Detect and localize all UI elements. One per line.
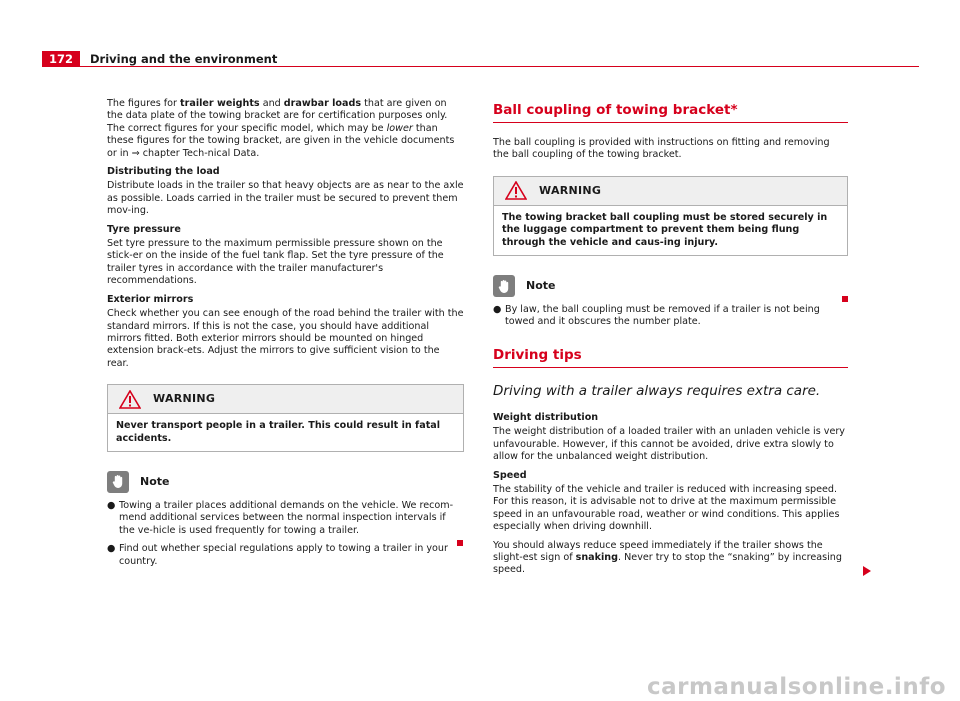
section-heading: Distributing the load	[107, 166, 220, 178]
warning-triangle-icon	[119, 390, 141, 409]
warning-header	[494, 177, 847, 205]
section-heading: Tyre pressure	[107, 223, 181, 235]
note-item: ● By law, the ball coupling must be removed if a trailer is not being towed and it obscures the number plate.	[493, 304, 820, 328]
continue-arrow-icon	[863, 566, 871, 576]
warning-label: WARNING	[153, 391, 216, 405]
left-column	[107, 98, 464, 576]
warning-label: WARNING	[539, 183, 602, 197]
end-of-section-marker	[842, 296, 848, 302]
note-label: Note	[140, 474, 170, 488]
warning-text: The towing bracket ball coupling must be stored securely in the luggage compartment to prevent them being flung through the vehicle and caus-ing injury.	[494, 205, 847, 255]
chapter-title: Driving and the environment	[90, 52, 278, 66]
bullet-dot: ●	[107, 543, 116, 555]
section-body: The ball coupling is provided with instructions on fitting and removing the ball coupling of the towing bracket.	[493, 137, 830, 161]
section-body: Check whether you can see enough of the road behind the trailer with the standard mirrors. If this is not the case, you should have additional mirrors fitted. Both exterior mirrors should be mounted on hinged extension brack-ets. Adjust the mirrors to give sufficient vision to the rear.	[107, 308, 464, 369]
end-of-section-marker	[457, 540, 463, 546]
warning-triangle-icon	[505, 181, 527, 200]
section-heading: Speed	[493, 469, 527, 481]
driving-tips-section	[493, 346, 848, 583]
note-header	[493, 274, 848, 298]
right-column	[493, 101, 848, 337]
note-block	[493, 274, 848, 329]
note-hand-icon	[107, 471, 129, 493]
intro-paragraph: The figures for trailer weights and drawbar loads that are given on the data plate of the towing bracket are for certification purposes only. The correct figures for your specific model, which may be lower than these figures for the towing bracket, are given in the vehicle documents or in ⇒ chapter Tech-nical Data.	[107, 98, 455, 159]
section-body: The stability of the vehicle and trailer is reduced with increasing speed. For this reason, it is advisable not to drive at the maximum permissible speed in an unfavourable road, weather or wind conditions. This applies especially when driving downhill.	[493, 484, 840, 533]
warning-box	[493, 176, 848, 256]
warning-header	[108, 385, 463, 413]
note-item: ● Towing a trailer places additional demands on the vehicle. We recom-mend additional services between the normal inspection intervals if the ve-hicle is used frequently for towing a trailer.	[107, 499, 454, 536]
final-paragraph: You should always reduce speed immediately if the trailer shows the slight-est sign of snaking. Never try to stop the “snaking” by increasing speed.	[493, 539, 842, 576]
section-heading: Weight distribution	[493, 412, 599, 423]
page-number: 172	[42, 51, 80, 67]
bullet-dot: ●	[107, 499, 116, 511]
header-rule	[42, 66, 919, 67]
warning-text: Never transport people in a trailer. This could result in fatal accidents.	[108, 413, 463, 451]
section-body: Set tyre pressure to the maximum permissible pressure shown on the stick-er on the inside of the fuel tank flap. Set the tyre pressure of the trailer tyres in accordance with the trailer manufacturer's recommendations.	[107, 238, 444, 287]
warning-box	[107, 384, 464, 452]
section-subtitle: Driving with a trailer always requires extra care.	[493, 383, 821, 399]
note-hand-icon	[493, 275, 515, 297]
note-label: Note	[526, 278, 556, 292]
section-body: Distribute loads in the trailer so that heavy objects are as near to the axle as possible. Loads carried in the trailer must be secured to prevent them mov-ing.	[107, 180, 464, 217]
bullet-dot: ●	[493, 304, 502, 316]
section-title-ball-coupling: Ball coupling of towing bracket*	[493, 101, 848, 123]
note-block	[107, 470, 464, 568]
section-title-driving-tips: Driving tips	[493, 346, 848, 368]
note-header	[107, 470, 464, 494]
watermark: carmanualsonline.info	[646, 673, 946, 700]
note-item: ● Find out whether special regulations apply to towing a trailer in your country.	[107, 543, 448, 567]
section-heading: Exterior mirrors	[107, 293, 194, 305]
section-body: The weight distribution of a loaded trailer with an unladen vehicle is very unfavourable. However, if this cannot be avoided, drive extra slowly to allow for the unbalanced weight distribution.	[493, 426, 845, 463]
